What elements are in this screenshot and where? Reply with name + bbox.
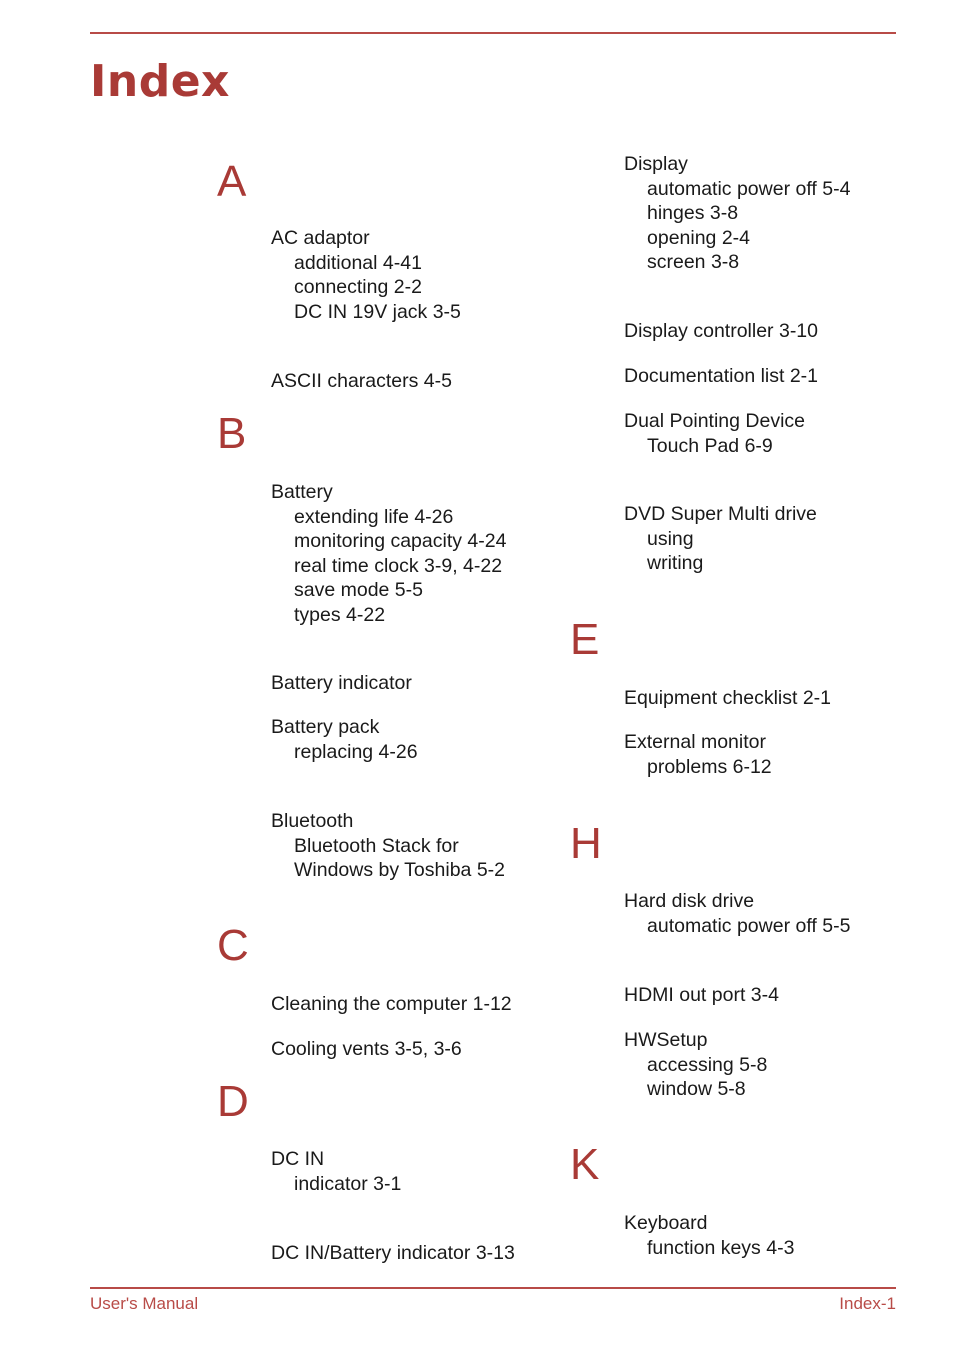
section-letter-h: H	[570, 819, 602, 868]
entry-subentry: real time clock 3-9, 4-22	[294, 554, 503, 577]
index-entry	[624, 889, 850, 938]
page-title: Index	[90, 56, 230, 107]
entry-subentry: window 5-8	[647, 1078, 746, 1101]
entry-heading: Equipment checklist 2-1	[624, 687, 832, 709]
entry-heading: Cooling vents 3-5, 3-6	[271, 1038, 462, 1060]
entry-subentry: automatic power off 5-4	[647, 177, 851, 200]
index-entry	[271, 480, 506, 628]
footer-rule	[90, 1287, 896, 1289]
entry-subentry: screen 3-8	[647, 251, 740, 274]
index-entry	[271, 715, 418, 764]
section-letter-c: C	[217, 921, 249, 970]
entry-subentry: opening 2-4	[647, 226, 751, 249]
entry-subentry: types 4-22	[294, 603, 386, 626]
entry-heading: Documentation list 2-1	[624, 365, 819, 387]
section-letter-k: K	[570, 1140, 600, 1189]
entry-subentry: problems 6-12	[647, 755, 772, 778]
entry-subentry: Bluetooth Stack for	[294, 834, 459, 857]
section-letter-d: D	[217, 1077, 249, 1126]
entry-heading: Display controller 3-10	[624, 320, 819, 342]
index-entry	[624, 1211, 794, 1260]
index-entry	[624, 502, 817, 576]
entry-subentry: writing	[647, 552, 704, 575]
footer-manual-title: User's Manual	[90, 1294, 199, 1313]
index-entry	[624, 319, 818, 344]
entry-subentry: DC IN 19V jack 3-5	[294, 300, 461, 323]
entry-heading: Battery	[271, 481, 333, 503]
entry-subentry: Touch Pad 6-9	[647, 434, 773, 457]
entry-subentry: monitoring capacity 4-24	[294, 530, 507, 553]
index-entry	[624, 152, 850, 275]
entry-subentry: automatic power off 5-5	[647, 914, 851, 937]
index-entry	[624, 364, 818, 389]
entry-subentry: additional 4-41	[294, 251, 422, 274]
entry-subentry: connecting 2-2	[294, 276, 422, 299]
entry-subentry: extending life 4-26	[294, 505, 454, 528]
index-entry	[271, 1037, 462, 1062]
entry-heading: DVD Super Multi drive	[624, 503, 817, 525]
index-entry	[271, 1241, 515, 1266]
index-entry	[271, 992, 512, 1017]
entry-subentry: indicator 3-1	[294, 1172, 402, 1195]
entry-heading: HDMI out port 3-4	[624, 984, 779, 1006]
index-entry	[624, 730, 772, 779]
entry-heading: Battery pack	[271, 716, 380, 738]
section-letter-b: B	[217, 409, 247, 458]
entry-subentry: hinges 3-8	[647, 202, 739, 225]
entry-subentry: replacing 4-26	[294, 740, 418, 763]
index-entry	[271, 1147, 401, 1196]
entry-heading: DC IN	[271, 1148, 325, 1170]
entry-heading: Bluetooth	[271, 810, 354, 832]
index-entry	[624, 1028, 767, 1102]
index-entry	[624, 686, 831, 711]
header-rule	[90, 32, 896, 34]
section-letter-a: A	[217, 157, 247, 206]
entry-heading: Display	[624, 153, 688, 175]
entry-heading: Dual Pointing Device	[624, 410, 806, 432]
entry-heading: External monitor	[624, 731, 766, 753]
entry-subentry: Windows by Toshiba 5-2	[294, 859, 505, 882]
entry-heading: ASCII characters 4-5	[271, 370, 452, 392]
entry-heading: Hard disk drive	[624, 890, 755, 912]
footer-page-number: Index-1	[839, 1294, 896, 1313]
entry-subentry: save mode 5-5	[294, 579, 423, 602]
entry-subentry: using	[647, 527, 694, 550]
index-entry	[271, 369, 452, 394]
index-entry	[271, 671, 412, 696]
index-entry	[624, 409, 805, 458]
entry-subentry: accessing 5-8	[647, 1053, 768, 1076]
entry-heading: Cleaning the computer 1-12	[271, 993, 512, 1015]
index-entry	[271, 809, 505, 883]
entry-heading: DC IN/Battery indicator 3-13	[271, 1242, 515, 1264]
entry-subentry: function keys 4-3	[647, 1236, 795, 1259]
index-entry	[271, 226, 461, 324]
entry-heading: AC adaptor	[271, 227, 370, 249]
index-entry	[624, 983, 779, 1008]
section-letter-e: E	[570, 615, 600, 664]
entry-heading: Battery indicator	[271, 672, 412, 694]
entry-heading: Keyboard	[624, 1212, 708, 1234]
entry-heading: HWSetup	[624, 1029, 708, 1051]
